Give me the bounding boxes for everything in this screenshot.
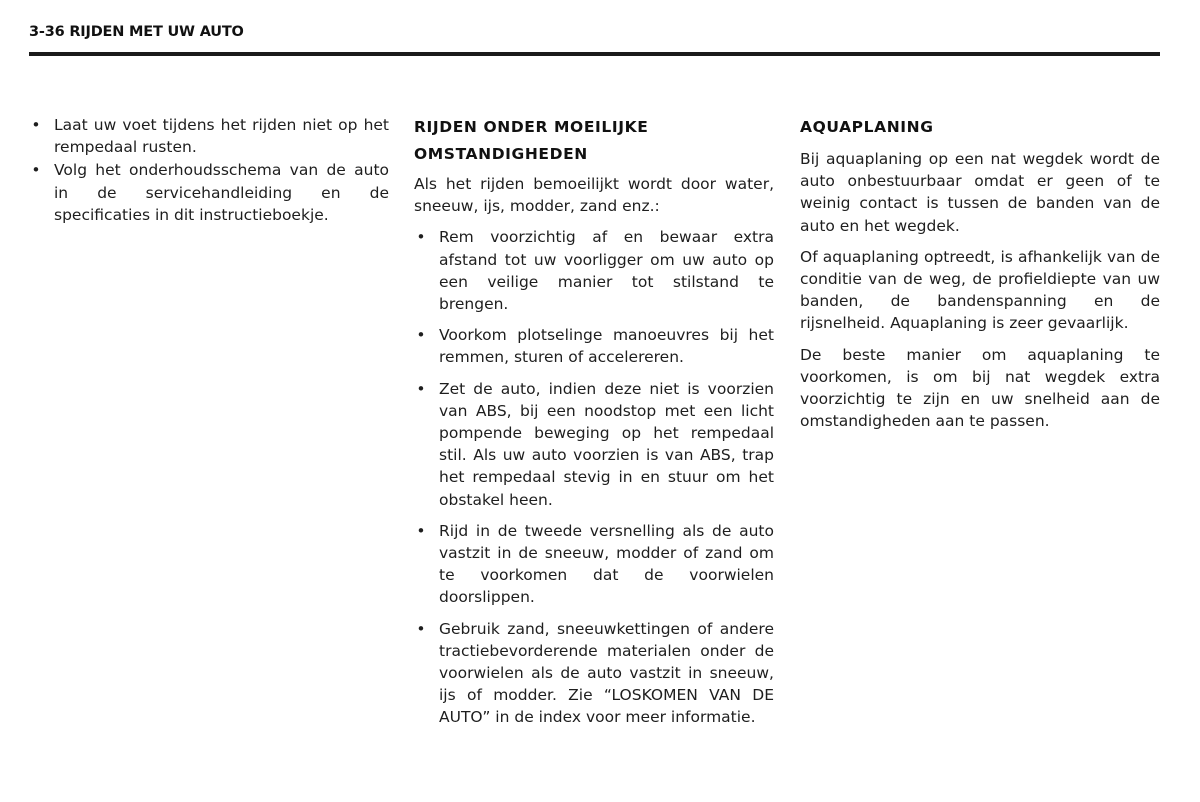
- list-item-text: Rem voorzichtig af en bewaar extra afstand tot uw voorligger om uw auto op een veilige manier tot stilstand te brengen.: [439, 228, 774, 314]
- paragraph: Bij aquaplaning op een nat wegdek wordt de auto onbestuurbaar omdat er geen of te weinig contact is tussen de banden van de auto en het wegdek.: [800, 150, 1160, 235]
- column-left: [29, 114, 389, 227]
- bullet-marker: •: [31, 161, 41, 180]
- list-item: [414, 618, 774, 729]
- section-heading-aquaplaning: AQUAPLANING: [800, 118, 934, 136]
- list-item: [29, 114, 389, 158]
- list-item: [414, 324, 774, 368]
- page-header-title: 3-36 RIJDEN MET UW AUTO: [29, 24, 244, 40]
- bullet-marker: •: [416, 619, 426, 638]
- section-intro: Als het rijden bemoeilijkt wordt door water, sneeuw, ijs, modder, zand enz.:: [414, 175, 774, 216]
- column-right: [800, 114, 1160, 441]
- list-item-text: Voorkom plotselinge manoeuvres bij het remmen, sturen of accelereren.: [439, 326, 774, 367]
- list-item: [414, 520, 774, 609]
- list-item-text: Rijd in de tweede versnelling als de auto vastzit in de sneeuw, modder of zand om te voorkomen dat de voorwielen doorslippen.: [439, 521, 774, 607]
- section-heading-difficult-conditions: RIJDEN ONDER MOEILIJKE OMSTANDIGHEDEN: [414, 118, 649, 163]
- list-item-text: Laat uw voet tijdens het rijden niet op het rempedaal rusten.: [54, 116, 389, 157]
- paragraph: De beste manier om aquaplaning te voorkomen, is om bij nat wegdek extra voorzichtig te zijn en uw snelheid aan de omstandigheden aan te passen.: [800, 345, 1160, 431]
- bullet-marker: •: [416, 228, 426, 247]
- paragraph: Of aquaplaning optreedt, is afhankelijk van de conditie van de weg, de profieldiepte van uw banden, de bandenspanning en de rijsnelheid. Aquaplaning is zeer gevaarlijk.: [800, 247, 1160, 333]
- list-item-text: Volg het onderhoudsschema van de auto in de servicehandleiding en de specificaties in dit instructieboekje.: [54, 161, 389, 224]
- list-item: [414, 226, 774, 315]
- bullet-marker: •: [416, 379, 426, 398]
- difficult-conditions-list: [414, 226, 774, 728]
- column-middle: [414, 114, 774, 738]
- list-item-text: Zet de auto, indien deze niet is voorzien van ABS, bij een noodstop met een licht pompende beweging op het rempedaal stil. Als uw auto voorzien is van ABS, trap het rempedaal stevig in en stuur om het obstakel heen.: [439, 379, 774, 509]
- list-item: [414, 378, 774, 511]
- bullet-marker: •: [416, 521, 426, 540]
- list-item-text: Gebruik zand, sneeuwkettingen of andere tractiebevorderende materialen onder de voorwielen als de auto vastzit in sneeuw, ijs of modder. Zie “LOSKOMEN VAN DE AUTO” in de index voor meer informatie.: [439, 619, 774, 727]
- bullet-marker: •: [31, 116, 41, 134]
- left-bullet-list: [29, 114, 389, 226]
- list-item: [29, 159, 389, 226]
- bullet-marker: •: [416, 326, 426, 345]
- header-divider: [29, 52, 1160, 56]
